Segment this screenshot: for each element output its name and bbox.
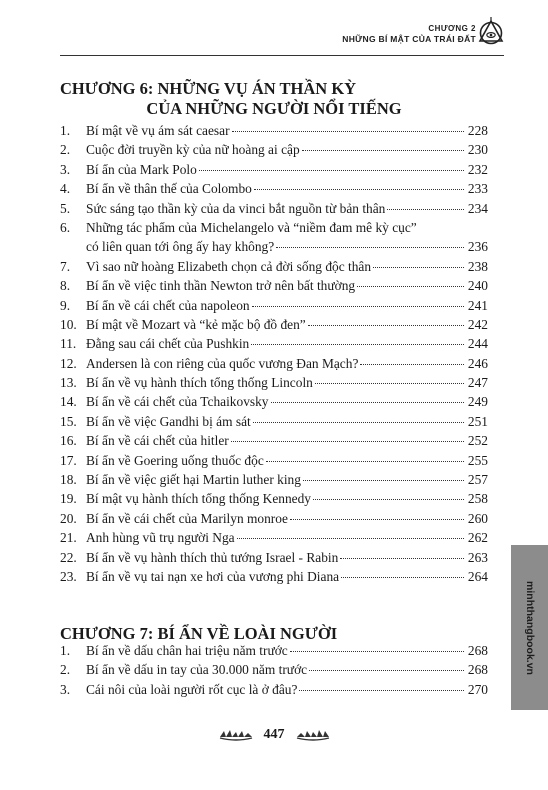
toc-entry [60,354,488,373]
dot-leader [252,306,464,307]
toc-entry [60,296,488,315]
toc-entry-page: 246 [467,355,488,371]
toc-entry-title: Bí ẩn về cái chết của Marilyn monroe [86,510,288,526]
toc-entry-number: 7. [60,258,71,274]
dot-leader [387,209,464,210]
toc-entry-page: 268 [467,662,488,678]
chapter-6-toc [60,121,488,586]
toc-entry-page: 244 [467,336,488,352]
toc-entry [60,257,488,276]
eye-triangle-logo-icon [478,16,504,46]
dot-leader [340,558,464,559]
toc-entry [60,392,488,411]
toc-entry-title: Bí ẩn về việc tinh thần Newton trở nên bất thường [86,278,356,294]
toc-entry-title: Bí ẩn về cái chết của Tchaikovsky [86,394,269,410]
toc-entry-page: 255 [467,452,488,468]
toc-entry-title: Bí mật về Mozart và “kẻ mặc bộ đồ đen” [86,316,306,332]
toc-entry-page: 236 [467,239,488,255]
toc-entry [60,276,488,295]
toc-entry-title: Bí ẩn về dấu chân hai triệu năm trước [86,643,288,658]
toc-entry-number: 8. [60,278,71,294]
toc-entry-title: Bí ẩn về cái chết của hitler [86,433,229,449]
dot-leader [308,325,464,326]
toc-entry [60,548,488,567]
toc-entry-number: 2. [60,142,71,158]
toc-entry-title: Cuộc đời truyền kỳ của nữ hoàng ai cập [86,142,300,158]
page-footer [0,724,548,746]
dot-leader [276,247,464,248]
toc-entry-page: 249 [467,394,488,410]
toc-entry-title-continued: có liên quan tới ông ấy hay không? [86,239,275,255]
dot-leader [237,538,464,539]
chapter-7-toc [60,641,488,699]
toc-entry [60,160,488,179]
toc-entry-number: 14. [60,394,77,410]
toc-entry-number: 1. [60,643,71,658]
chapter-7-title: CHƯƠNG 7: BÍ ẨN VỀ LOÀI NGƯỜI [60,624,338,643]
side-tab [511,545,548,710]
toc-entry [60,334,488,353]
toc-entry-number: 12. [60,355,77,371]
page-number: 447 [263,727,285,742]
toc-entry [60,315,488,334]
toc-entry-page: 247 [467,375,488,391]
toc-entry-title: Bí ẩn về vụ tai nạn xe hơi của vương phi Diana [86,568,340,584]
dot-leader [231,441,464,442]
toc-entry-title: Bí ẩn về Goering uống thuốc độc [86,452,264,468]
toc-entry [60,431,488,450]
toc-entry-number: 16. [60,433,77,449]
toc-entry [60,199,488,218]
dot-leader [341,577,464,578]
toc-entry-title: Sức sáng tạo thần kỳ của da vinci bắt nguồn từ bản thân [86,200,386,216]
toc-entry-title: Bí ẩn của Mark Polo [86,161,197,177]
toc-entry [60,412,488,431]
toc-entry-page: 251 [467,413,488,429]
toc-entry-number: 9. [60,297,71,313]
toc-entry-number: 22. [60,549,77,565]
toc-entry-page: 240 [467,278,488,294]
toc-entry-number: 2. [60,662,71,678]
dot-leader [303,480,464,481]
dot-leader [313,499,464,500]
dot-leader [373,267,464,268]
dot-leader [199,170,464,171]
toc-entry [60,567,488,586]
toc-entry [60,218,488,237]
toc-entry-title: Đằng sau cái chết của Pushkin [86,336,250,352]
toc-entry [60,373,488,392]
header-book-title: NHỮNG BÍ MẬT CỦA TRÁI ĐẤT [342,34,476,44]
chapter-6-title [60,79,488,119]
ornament-left-icon [218,728,254,742]
toc-entry [60,451,488,470]
toc-entry [60,470,488,489]
toc-entry [60,489,488,508]
toc-entry-page: 264 [467,568,488,584]
toc-entry-page: 252 [467,433,488,449]
toc-entry-title: Bí ẩn về cái chết của napoleon [86,297,250,313]
toc-entry-title: Cái nôi của loài người rốt cục là ở đâu? [86,681,298,697]
toc-entry-page: 230 [467,142,488,158]
dot-leader [251,344,464,345]
toc-entry-continuation [60,237,488,256]
toc-entry-number: 13. [60,375,77,391]
dot-leader [254,189,464,190]
toc-entry-title: Bí ẩn về dấu in tay của 30.000 năm trước [86,662,308,678]
toc-entry-page: 233 [467,181,488,197]
toc-entry-title: Anh hùng vũ trụ người Nga [86,530,235,546]
toc-entry-title: Andersen là con riêng của quốc vương Đan Mạch? [86,355,359,371]
toc-entry [60,680,488,699]
ornament-right-icon [295,728,331,742]
toc-entry-number: 15. [60,413,77,429]
toc-entry-title: Bí ẩn về việc Gandhi bị ám sát [86,413,251,429]
toc-entry-page: 263 [467,549,488,565]
toc-entry-number: 11. [60,336,77,352]
toc-entry [60,528,488,547]
dot-leader [290,651,464,652]
toc-entry-number: 6. [60,219,71,235]
toc-entry-number: 21. [60,530,77,546]
toc-entry-number: 18. [60,472,77,488]
toc-entry-page: 238 [467,258,488,274]
toc-entry-page: 270 [467,681,488,697]
toc-entry-page: 260 [467,510,488,526]
toc-entry-title: Những tác phẩm của Michelangelo và “niềm đam mê kỳ cục” [86,219,417,235]
header-divider [60,55,504,56]
toc-entry-title: Bí ẩn về vụ hành thích thủ tướng Israel - Rabin [86,549,339,565]
toc-entry-title: Bí mật về vụ ám sát caesar [86,123,230,138]
dot-leader [253,422,464,423]
toc-entry-number: 1. [60,123,71,138]
chapter-6-title-line2: CỦA NHỮNG NGƯỜI NỔI TIẾNG [146,99,402,118]
chapter-6-title-line1: CHƯƠNG 6: NHỮNG VỤ ÁN THẦN KỲ [60,79,357,98]
toc-entry-number: 19. [60,491,77,507]
toc-entry-page: 232 [467,161,488,177]
toc-entry-page: 234 [467,200,488,216]
dot-leader [290,519,464,520]
toc-entry-page: 241 [467,297,488,313]
dot-leader [309,670,464,671]
toc-entry-title: Bí ẩn về việc giết hại Martin luther king [86,472,301,488]
header-chapter: CHƯƠNG 2 [428,24,476,33]
dot-leader [299,690,464,691]
toc-entry [60,179,488,198]
toc-entry [60,121,488,140]
toc-entry [60,140,488,159]
toc-entry-page: 242 [467,316,488,332]
toc-entry-title: Bí mật vụ hành thích tổng thống Kennedy [86,491,312,507]
toc-entry-number: 3. [60,681,71,697]
toc-entry-number: 20. [60,510,77,526]
side-tab-text: minhthangbook.vn [523,580,536,675]
toc-entry-page: 258 [467,491,488,507]
toc-entry-number: 17. [60,452,77,468]
toc-entry-number: 3. [60,161,71,177]
dot-leader [232,131,464,132]
toc-entry [60,660,488,679]
toc-entry-number: 23. [60,568,77,584]
toc-entry-title: Vì sao nữ hoàng Elizabeth chọn cả đời sống độc thân [86,258,372,274]
dot-leader [360,364,464,365]
dot-leader [315,383,464,384]
toc-entry-number: 10. [60,316,77,332]
toc-entry-title: Bí ẩn về thân thế của Colombo [86,181,252,197]
dot-leader [266,461,464,462]
toc-entry-number: 4. [60,181,71,197]
toc-entry-number: 5. [60,200,71,216]
toc-entry [60,641,488,660]
toc-entry-title: Bí ẩn về vụ hành thích tổng thống Lincoln [86,375,313,391]
toc-entry-page: 262 [467,530,488,546]
dot-leader [271,402,465,403]
dot-leader [302,150,464,151]
toc-entry [60,509,488,528]
toc-entry-page: 257 [467,472,488,488]
toc-entry-page: 268 [467,643,488,658]
running-header [342,24,476,44]
toc-entry-page: 228 [467,123,488,138]
dot-leader [357,286,464,287]
